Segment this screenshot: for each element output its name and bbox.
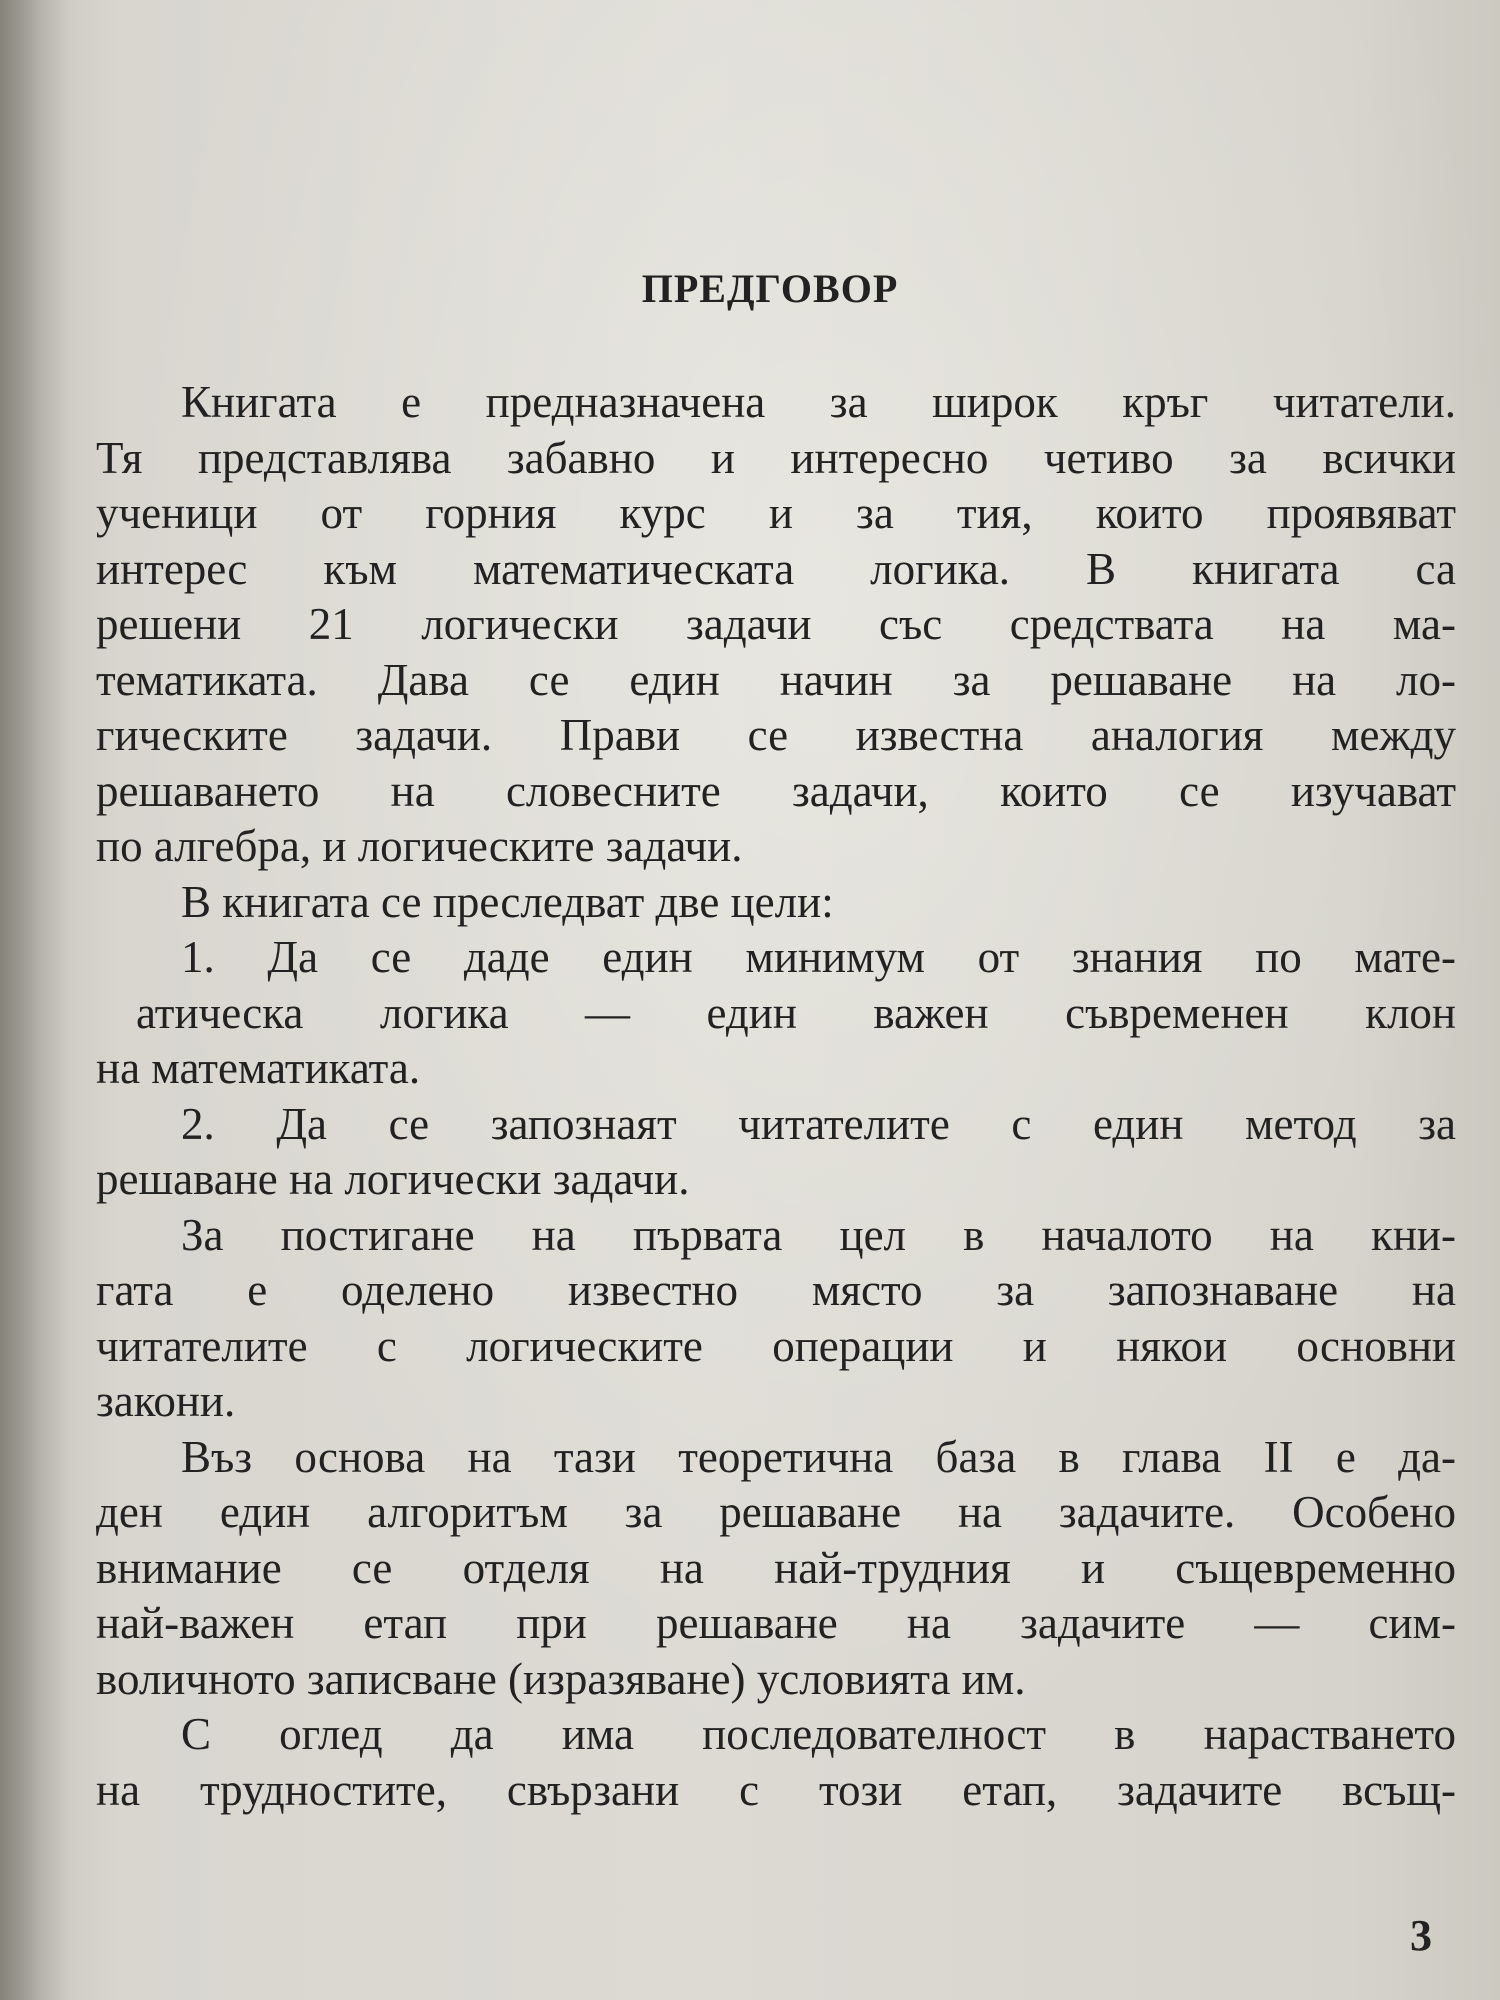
text-line: по алгебра, и логическите задачи.	[96, 821, 743, 871]
text-line: на трудностите, свързани с този етап, задачите всъщ-	[96, 1764, 1456, 1815]
text-line: За постигане на първата цел в началото на кни-	[181, 1209, 1456, 1260]
list-item-2: 2. Да се запознаят читателите с един метод за	[181, 1098, 1456, 1149]
preface-text	[96, 375, 1456, 1818]
page-heading: ПРЕДГОВОР	[641, 266, 899, 311]
text-line: внимание се отделя на най-трудния и същевременно	[96, 1542, 1456, 1593]
text-line: тематиката. Дава се един начин за решаване на ло-	[96, 654, 1456, 705]
text-line: С оглед да има последователност в нарастването	[181, 1709, 1456, 1759]
page-number: 3	[1410, 1911, 1432, 1960]
text-line: Въз основа на тази теоретична база в глава II е да-	[181, 1431, 1456, 1482]
text-line: ден един алгоритъм за решаване на задачите. Особено	[96, 1487, 1456, 1537]
text-line: решени 21 логически задачи със средствата на ма-	[96, 599, 1456, 649]
text-line: гическите задачи. Прави се известна аналогия между	[96, 710, 1456, 760]
text-line: на математиката.	[96, 1043, 421, 1093]
text-line: закони.	[96, 1376, 236, 1426]
text-line: воличното записване (изразяване) условията им.	[96, 1653, 1026, 1704]
text-line: читателите с логическите операции и някои основни	[96, 1320, 1456, 1371]
text-line: решаване на логически задачи.	[96, 1154, 690, 1204]
text-line: ученици от горния курс и за тия, които проявяват	[96, 488, 1456, 538]
text-line: интерес към математическата логика. В книгата са	[96, 543, 1456, 594]
text-line: атическа логика — един важен съвременен клон	[136, 987, 1456, 1038]
list-item-1: 1. Да се даде един минимум от знания по мате-	[181, 932, 1456, 982]
text-line: Книгата е предназначена за широк кръг читатели.	[181, 377, 1456, 427]
text-line: В книгата се преследват две цели:	[181, 876, 834, 927]
text-line: гата е оделено известно място за запознаване на	[96, 1265, 1456, 1315]
text-line: решаването на словесните задачи, които се изучават	[96, 765, 1456, 816]
text-line: най-важен етап при решаване на задачите — сим-	[96, 1598, 1456, 1648]
text-line: Тя представлява забавно и интересно четиво за всички	[96, 432, 1456, 483]
